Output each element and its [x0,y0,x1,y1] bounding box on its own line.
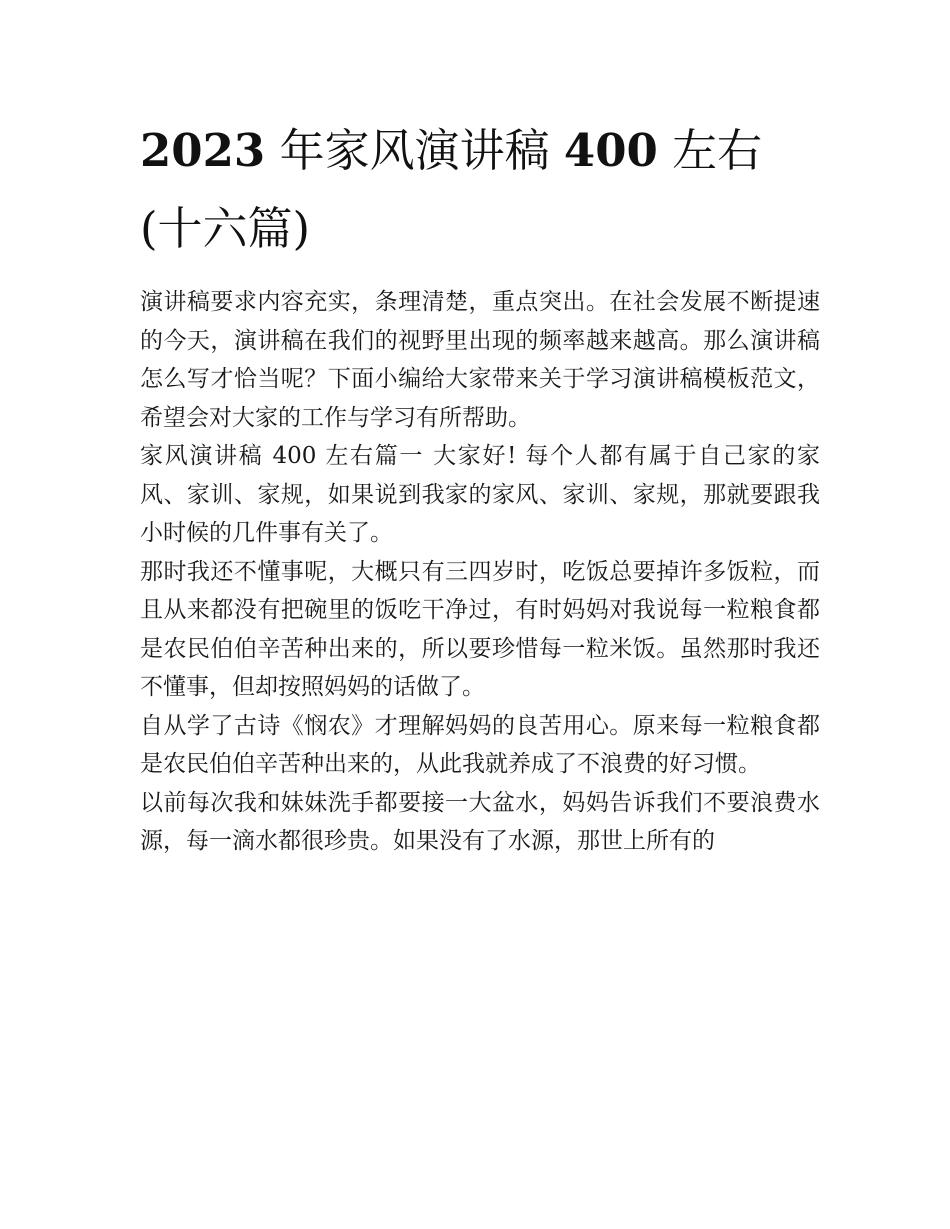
paragraph-water-story: 以前每次我和妹妹洗手都要接一大盆水，妈妈告诉我们不要浪费水源，每一滴水都很珍贵。如果没有了水源，那世上所有的 [140,789,820,854]
title-year: 2023 [140,124,266,177]
paragraph-poem-lesson: 自从学了古诗《悯农》才理解妈妈的良苦用心。原来每一粒粮食都是农民伯伯辛苦种出来的，从此我就养成了不浪费的好习惯。 [140,712,820,777]
document-body [140,283,820,861]
title-count: 400 [563,124,658,177]
paragraph-intro: 演讲稿要求内容充实，条理清楚，重点突出。在社会发展不断提速的今天，演讲稿在我们的视野里出现的频率越来越高。那么演讲稿怎么写才恰当呢？下面小编给大家带来关于学习演讲稿模板范文，希望会对大家的工作与学习有所帮助。 [140,289,820,431]
paragraph-speech-opening: 家风演讲稿 400 左右篇一 大家好! 每个人都有属于自己家的家风、家训、家规，如果说到我家的家风、家训、家规，那就要跟我小时候的几件事有关了。 [140,443,820,546]
title-text-middle: 年家风演讲稿 [279,124,550,177]
document-title [140,112,820,268]
paragraph-rice-story: 那时我还不懂事呢，大概只有三四岁时，吃饭总要掉许多饭粒，而且从来都没有把碗里的饭吃干净过，有时妈妈对我说每一粒粮食都是农民伯伯辛苦种出来的，所以要珍惜每一粒米饭。虽然那时我还不懂事，但却按照妈妈的话做了。 [140,558,820,700]
title-text-end: 左右(十六篇) [140,124,763,255]
